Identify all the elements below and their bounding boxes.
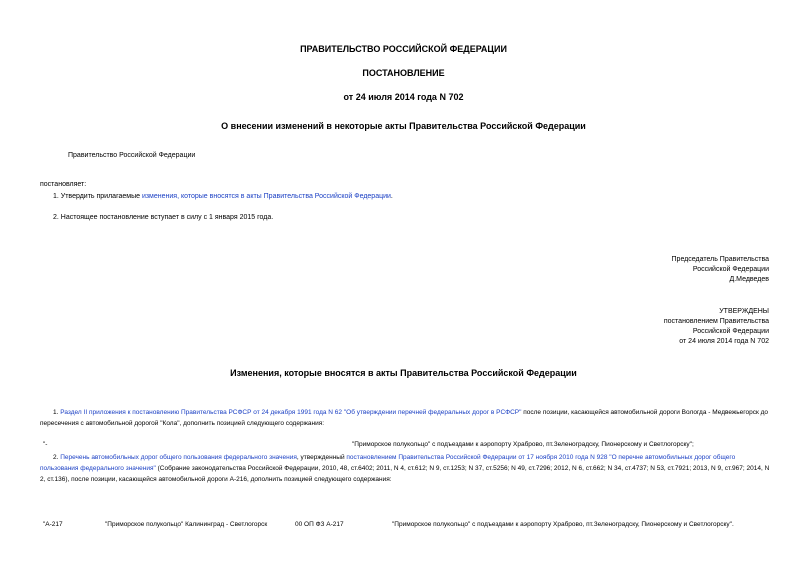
row-2-code: "А-217 <box>43 521 63 528</box>
para-2-prefix: 2. <box>53 454 61 461</box>
item-1-prefix: 1. Утвердить прилагаемые <box>53 193 142 200</box>
item-1 <box>53 193 393 200</box>
para-2-link-1[interactable]: Перечень автомобильных дорог общего пользования федерального значения <box>60 454 297 461</box>
document-title: О внесении изменений в некоторые акты Правительства Российской Федерации <box>221 121 586 131</box>
para-2-suffix: (Собрание законодательства Российской Федерации, 2010, 48, ст.6402; 2011, N 4, ст.612; N 9, ст.1253; N 37, ст.5256; N 49, ст.7296; 2012, N 6, ст.662; N 34, ст.4737; N 53, ст.7921; 2013, N 9, ст.967; 2014, N 2, ст.136), после позиции, касающейся автомобильной дороги А-216, дополнить позицией следующего содержания: <box>40 465 770 483</box>
changes-paragraph-2 <box>40 452 772 485</box>
approved-line-1: УТВЕРЖДЕНЫ <box>719 308 769 315</box>
row-1-dash: "- <box>43 441 48 448</box>
approved-line-4: от 24 июля 2014 года N 702 <box>679 338 769 345</box>
row-2-description: "Приморское полукольцо" с подъездами к аэропорту Храброво, пт.Зеленоградску, Пионерскому и Светлогорску". <box>392 521 734 528</box>
row-2-id: 00 ОП ФЗ А-217 <box>295 521 344 528</box>
item-2: 2. Настоящее постановление вступает в силу с 1 января 2015 года. <box>53 214 274 221</box>
para-2-link-2[interactable]: постановлением Правительства Российской Федерации от 17 ноября 2010 года N 928 "О перечне автомобильных дорог общего пользования федерального значения" <box>40 454 736 472</box>
row-1-text: "Приморское полукольцо" с подъездами к аэропорту Храброво, пт.Зеленоградску, Пионерскому и Светлогорску"; <box>352 441 694 448</box>
para-2-mid: , утвержденный <box>296 454 347 461</box>
item-1-link[interactable]: изменения, которые вносятся в акты Правительства Российской Федерации <box>141 193 391 200</box>
item-1-suffix: . <box>390 193 393 200</box>
signature-line-3: Д.Медведев <box>729 276 769 283</box>
para-1-link[interactable]: Раздел II приложения к постановлению Правительства РСФСР от 24 декабря 1991 года N 62 "Об утверждении перечней федеральных дорог в РСФСР" <box>60 409 522 416</box>
document-type: ПОСТАНОВЛЕНИЕ <box>362 68 445 78</box>
signature-line-1: Председатель Правительства <box>671 256 769 263</box>
government-heading: ПРАВИТЕЛЬСТВО РОССИЙСКОЙ ФЕДЕРАЦИИ <box>300 44 507 54</box>
signature-line-2: Российской Федерации <box>692 266 769 273</box>
approved-line-3: Российской Федерации <box>692 328 769 335</box>
para-1-suffix: после позиции, касающейся автомобильной дороги Вологда - Медвежьегорск до пересечения с автомобильной дорогой "Кола", дополнить позицией следующего содержания: <box>40 409 769 427</box>
changes-title: Изменения, которые вносятся в акты Правительства Российской Федерации <box>230 368 577 378</box>
document-date: от 24 июля 2014 года N 702 <box>343 92 464 102</box>
row-2-name: "Приморское полукольцо" Калининград - Светлогорск <box>105 521 268 528</box>
changes-paragraph-1 <box>40 407 772 429</box>
para-1-prefix: 1. <box>53 409 61 416</box>
approved-line-2: постановлением Правительства <box>663 318 769 325</box>
preamble-subject: Правительство Российской Федерации <box>68 152 196 159</box>
preamble-decrees: постановляет: <box>40 181 87 188</box>
